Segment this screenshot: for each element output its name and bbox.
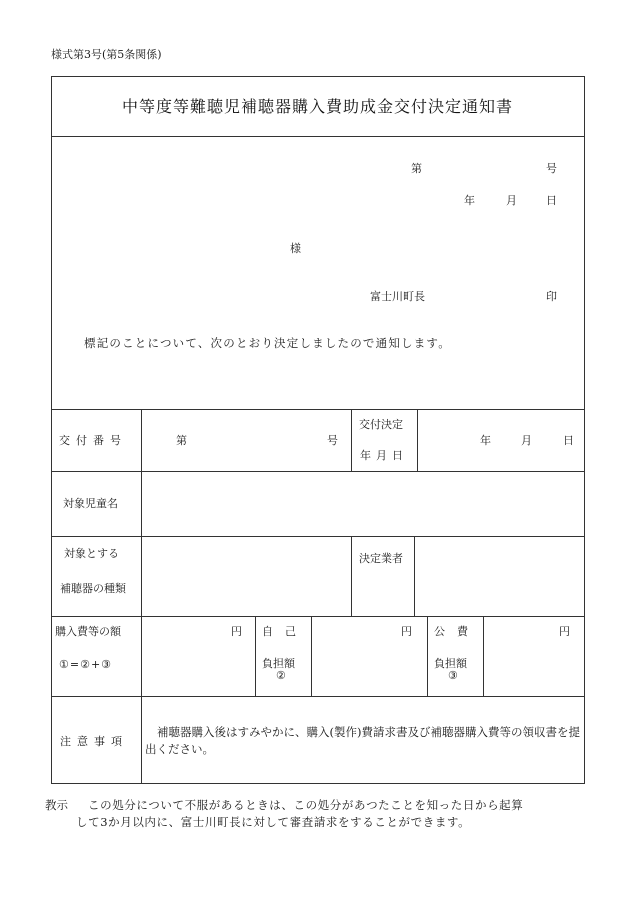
instruction-line-1: この処分について不服があるときは、この処分があつたことを知った日から起算 [88, 798, 524, 812]
public-burden-marker: ③ [448, 669, 458, 682]
decision-year: 年 [480, 434, 491, 447]
divider-cost [51, 696, 584, 697]
divider-header [51, 409, 584, 410]
purchase-cost-label: 購入費等の額 [55, 625, 121, 638]
recipient-honorific: 様 [290, 242, 301, 255]
purchase-cost-yen: 円 [231, 625, 242, 638]
self-burden-label-2: 負担額 [262, 657, 295, 670]
header-month: 月 [506, 194, 517, 207]
document-title: 中等度等難聴児補聴器購入費助成金交付決定通知書 [121, 97, 513, 116]
divider-title [51, 136, 584, 137]
divider-aid [51, 616, 584, 617]
decision-date-label-2: 年月日 [360, 449, 408, 462]
instruction-label: 教示 [45, 798, 68, 812]
col-cost-divider-4 [483, 616, 484, 697]
seal-mark: 印 [546, 290, 557, 303]
form-frame [51, 76, 585, 784]
instruction-line-2: して3か月以内に、富士川町長に対して審査請求をすることができます。 [76, 815, 471, 829]
col-aid-divider-1 [351, 536, 352, 617]
decision-day: 日 [563, 434, 574, 447]
issue-number-suffix: 号 [327, 434, 338, 447]
self-burden-label-1: 自己 [262, 625, 308, 638]
divider-issue [51, 471, 584, 472]
col-label-divider [141, 409, 142, 783]
public-burden-yen: 円 [559, 625, 570, 638]
issuer-mayor: 富士川町長 [370, 290, 425, 303]
decision-month: 月 [521, 434, 532, 447]
self-burden-marker: ② [276, 669, 286, 682]
vendor-label: 決定業者 [359, 552, 403, 565]
issue-number-label: 交付番号 [59, 434, 127, 447]
header-number-prefix: 第 [411, 162, 422, 175]
issue-number-prefix: 第 [176, 434, 187, 447]
notes-label: 注意事項 [60, 735, 128, 748]
form-label: 様式第3号(第5条関係) [51, 48, 162, 61]
col-cost-divider-2 [311, 616, 312, 697]
col-issue-divider-1 [351, 409, 352, 472]
self-burden-yen: 円 [401, 625, 412, 638]
col-aid-divider-2 [414, 536, 415, 617]
notice-text: 標記のことについて、次のとおり決定しましたので通知します。 [84, 336, 451, 350]
col-issue-divider-2 [417, 409, 418, 472]
header-number-suffix: 号 [546, 162, 557, 175]
notes-text: 補聴器購入後はすみやかに、購入(製作)費請求書及び補聴器購入費等の領収書を提出ください。 [145, 725, 580, 756]
aid-type-label-2: 補聴器の種類 [60, 582, 126, 595]
child-name-label: 対象児童名 [63, 497, 118, 510]
decision-date-label-1: 交付決定 [359, 418, 403, 431]
purchase-cost-formula: ①=②+③ [59, 658, 113, 671]
col-cost-divider-1 [255, 616, 256, 697]
public-burden-label-1: 公費 [434, 625, 480, 638]
public-burden-label-2: 負担額 [434, 657, 467, 670]
divider-child [51, 536, 584, 537]
header-day: 日 [546, 194, 557, 207]
aid-type-label-1: 対象とする [64, 547, 119, 560]
header-year: 年 [464, 194, 475, 207]
col-cost-divider-3 [427, 616, 428, 697]
